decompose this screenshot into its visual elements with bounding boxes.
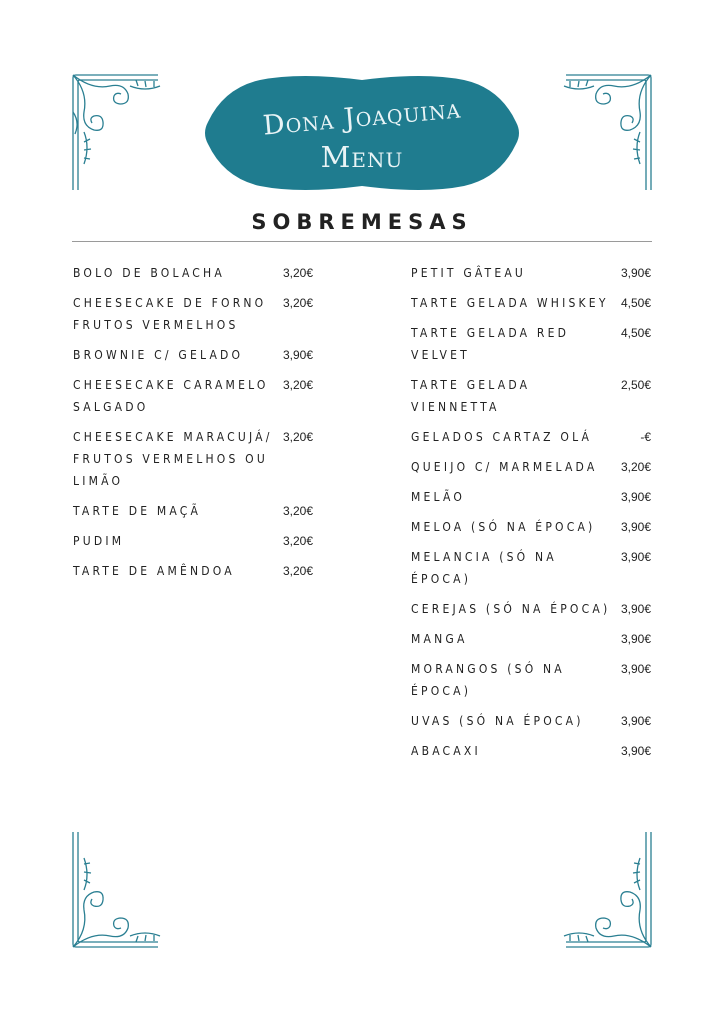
- menu-item: [411, 456, 651, 478]
- menu-item-price: 3,90€: [620, 490, 651, 504]
- menu-item-name: CHEESECAKE MARACUJÁ/ FRUTOS VERMELHOS OU LIMÃO: [73, 430, 273, 488]
- menu-item-name: TARTE GELADA WHISKEY: [411, 296, 609, 310]
- menu-item: [411, 598, 651, 620]
- menu-item: [411, 516, 651, 538]
- menu-item-price: 3,20€: [282, 378, 313, 392]
- menu-item-name: PETIT GÂTEAU: [411, 266, 527, 280]
- menu-item-name: QUEIJO C/ MARMELADA: [411, 460, 598, 474]
- menu-item-name: TARTE GELADA VIENNETTA: [411, 378, 531, 414]
- menu-item-price: 3,20€: [282, 266, 313, 280]
- corner-ornament-top-left: [70, 72, 162, 194]
- title-badge: [200, 72, 524, 194]
- menu-item-name: GELADOS CARTAZ OLÁ: [411, 430, 593, 444]
- menu-item-price: 3,90€: [620, 744, 651, 758]
- menu-item-name: MORANGOS (SÓ NA ÉPOCA): [411, 662, 565, 698]
- restaurant-name: Dona Joaquina: [261, 93, 463, 142]
- menu-item-price: 4,50€: [620, 296, 651, 310]
- menu-item-name: CHEESECAKE DE FORNO FRUTOS VERMELHOS: [73, 296, 267, 332]
- menu-item-name: CHEESECAKE CARAMELO SALGADO: [73, 378, 269, 414]
- menu-item-price: 3,20€: [282, 564, 313, 578]
- corner-ornament-bottom-left: [70, 828, 162, 950]
- menu-title: Menu: [320, 140, 404, 174]
- menu-item-price: 3,20€: [620, 460, 651, 474]
- menu-item: [411, 628, 651, 650]
- menu-item-price: 3,90€: [620, 266, 651, 280]
- menu-item: [411, 426, 651, 448]
- menu-item-price: 4,50€: [620, 326, 651, 340]
- menu-item-name: MELÃO: [411, 490, 466, 504]
- menu-column-right: [411, 262, 651, 770]
- menu-item: [411, 740, 651, 762]
- menu-item-name: TARTE DE MAÇÃ: [73, 504, 202, 518]
- menu-item: [411, 710, 651, 732]
- menu-item-name: MANGA: [411, 632, 468, 646]
- menu-item: [73, 426, 313, 492]
- menu-item-name: MELOA (SÓ NA ÉPOCA): [411, 520, 596, 534]
- menu-item-price: 2,50€: [620, 378, 651, 392]
- menu-item-name: TARTE GELADA RED VELVET: [411, 326, 570, 362]
- menu-item-price: 3,90€: [282, 348, 313, 362]
- menu-item: [411, 292, 651, 314]
- menu-item-price: 3,90€: [620, 714, 651, 728]
- menu-item: [73, 374, 313, 418]
- menu-item-name: UVAS (SÓ NA ÉPOCA): [411, 714, 584, 728]
- menu-item-name: BROWNIE C/ GELADO: [73, 348, 244, 362]
- menu-item: [411, 486, 651, 508]
- menu-item-name: ABACAXI: [411, 744, 481, 758]
- menu-item-name: CEREJAS (SÓ NA ÉPOCA): [411, 602, 611, 616]
- menu-item-name: PUDIM: [73, 534, 125, 548]
- menu-item: [73, 560, 313, 582]
- menu-item-name: BOLO DE BOLACHA: [73, 266, 225, 280]
- menu-item-price: 3,20€: [282, 534, 313, 548]
- menu-item-price: 3,20€: [282, 296, 313, 310]
- section-divider: [72, 241, 652, 242]
- menu-item-price: 3,90€: [620, 550, 651, 564]
- menu-item: [73, 292, 313, 336]
- menu-item: [411, 322, 651, 366]
- corner-ornament-bottom-right: [562, 828, 654, 950]
- menu-item-price: 3,20€: [282, 504, 313, 518]
- menu-item: [411, 658, 651, 702]
- menu-item: [73, 344, 313, 366]
- menu-item-price: 3,90€: [620, 662, 651, 676]
- menu-item-price: 3,90€: [620, 632, 651, 646]
- menu-item-price: 3,90€: [620, 602, 651, 616]
- menu-item-price: 3,20€: [282, 430, 313, 444]
- menu-item-price: 3,90€: [620, 520, 651, 534]
- menu-item-name: TARTE DE AMÊNDOA: [73, 564, 235, 578]
- menu-item: [411, 374, 651, 418]
- menu-column-left: [73, 262, 313, 590]
- menu-item-price: -€: [640, 430, 651, 444]
- menu-item: [411, 546, 651, 590]
- corner-ornament-top-right: [562, 72, 654, 194]
- section-title: SOBREMESAS: [251, 210, 473, 234]
- menu-item: [73, 530, 313, 552]
- menu-item-name: MELANCIA (SÓ NA ÉPOCA): [411, 550, 557, 586]
- menu-item: [411, 262, 651, 284]
- menu-item: [73, 500, 313, 522]
- menu-item: [73, 262, 313, 284]
